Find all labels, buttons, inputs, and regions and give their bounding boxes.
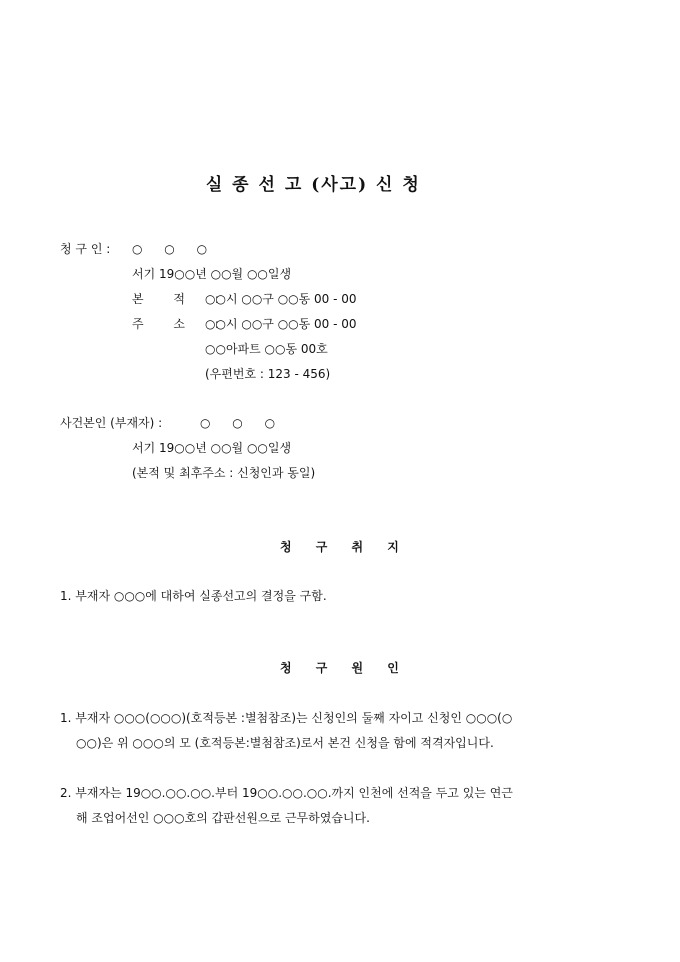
claimant-label: 청 구 인 :: [60, 242, 111, 256]
absentee-birth: 서기 19○○년 ○○월 ○○일생: [132, 441, 292, 455]
absentee-label: 사건본인 (부재자) :: [60, 416, 163, 430]
claimant-domicile-label: 본 적 :: [132, 292, 219, 306]
absentee-name: ○ ○ ○: [200, 416, 276, 430]
claimant-birth: 서기 19○○년 ○○월 ○○일생: [132, 267, 292, 281]
cause-item-1-line-2: ○○)은 위 ○○○의 모 (호적등본:별첨참조)로서 본건 신청을 함에 적격자입니다.: [76, 736, 494, 750]
absentee-note: (본적 및 최후주소 : 신청인과 동일): [132, 466, 316, 480]
purpose-text: 1. 부재자 ○○○에 대하여 실종선고의 결정을 구함.: [60, 589, 327, 603]
cause-item-2-line-2: 해 조업어선인 ○○○호의 갑판선원으로 근무하였습니다.: [76, 811, 370, 825]
document-title: 실 종 선 고 (사고) 신 청: [205, 175, 421, 195]
claimant-postal-code: (우편번호 : 123 - 456): [205, 367, 331, 381]
purpose-heading: 청 구 취 지: [280, 540, 399, 554]
claimant-address: ○○시 ○○구 ○○동 00 - 00: [205, 317, 357, 331]
claimant-address-label: 주 소 :: [132, 317, 219, 331]
claimant-apartment: ○○아파트 ○○동 00호: [205, 342, 328, 356]
cause-heading: 청 구 원 인: [280, 661, 399, 675]
cause-item-2-line-1: 2. 부재자는 19○○.○○.○○.부터 19○○.○○.○○.까지 인천에 선적을 두고 있는 연근: [60, 786, 513, 800]
cause-item-1-line-1: 1. 부재자 ○○○(○○○)(호적등본 :별첨참조)는 신청인의 둘째 자이고 신청인 ○○○(○: [60, 711, 513, 725]
claimant-domicile: ○○시 ○○구 ○○동 00 - 00: [205, 292, 357, 306]
claimant-name: ○ ○ ○: [132, 242, 208, 256]
